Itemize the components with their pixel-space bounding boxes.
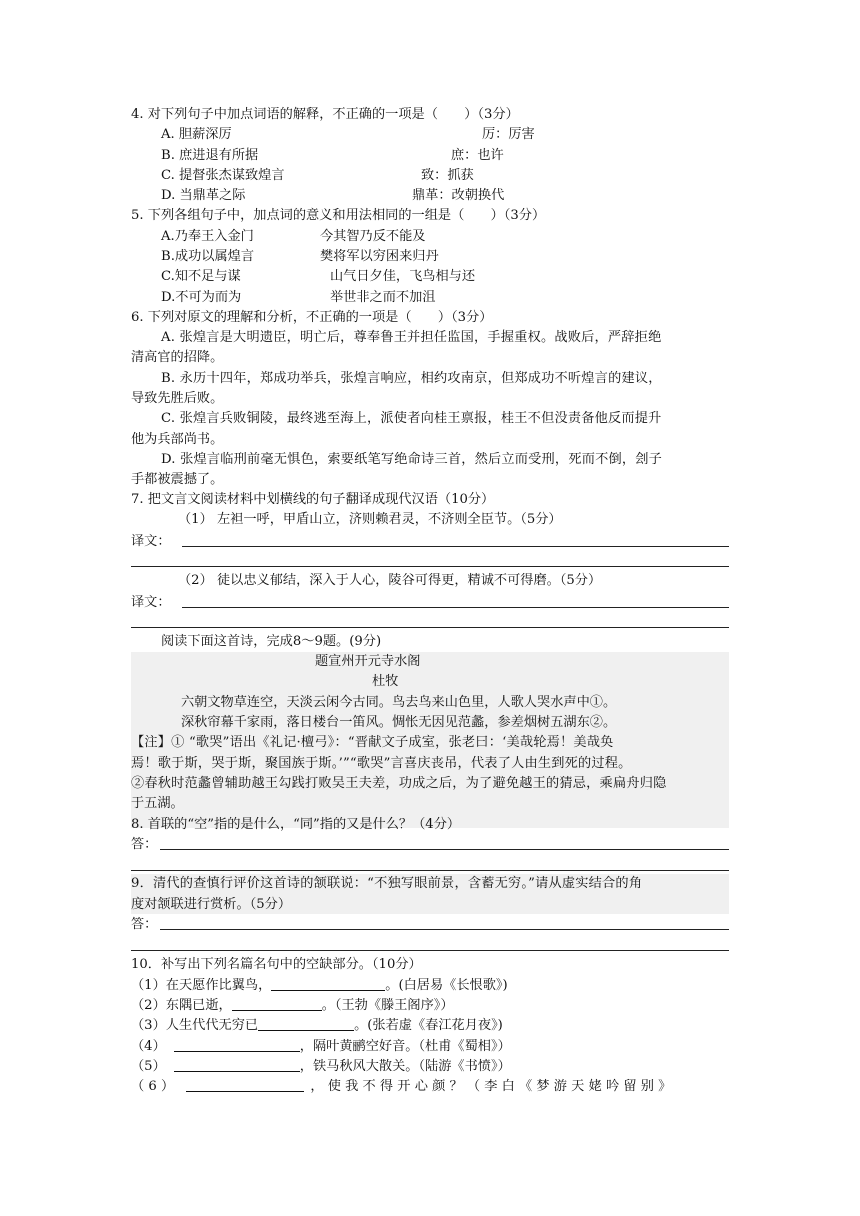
q6-option-c-cont: 他为兵部尚书。 [131,432,224,447]
q4-option-b-gloss: 庶：也许 [451,148,504,163]
q7-sentence-2: （2） 徒以忠义郁结，深入于人心，陵谷可得更，精诚不可得磨。（5分） [178,573,602,588]
poem-line-2: 深秋帘幕千家雨，落日楼台一笛风。惆怅无因见范蠡，参差烟树五湖东②。 [181,715,617,730]
q5-option-a-left: A.乃奉王入金门 [161,229,254,244]
q6-option-d-cont: 手都被震撼了。 [131,472,224,487]
q10-item-4 [131,1037,511,1057]
q5-option-b-left: B.成功以属煌言 [161,249,255,264]
q9-stem-cont: 度对颔联进行赏析。（5分） [131,897,292,912]
q7-answer-label-1: 译文： [131,534,171,549]
q5-option-a-right: 今其智乃反不能及 [320,229,426,244]
q10-item-6 [131,1077,676,1097]
q10-item-3-prefix: （3）人生代代无穷已 [131,1018,259,1033]
q6-option-a-cont: 清高官的招降。 [131,350,224,365]
q10-stem: 10．补写出下列名篇名句中的空缺部分。（10分） [131,957,422,972]
q7-answer-label-2: 译文： [131,595,171,610]
q5-option-d-right: 举世非之而不加沮 [330,290,436,305]
q4-stem: 4. 对下列句子中加点词语的解释，不正确的一项是（ ）（3分） [131,107,519,122]
poem-author: 杜牧 [372,674,399,689]
q7-answer-line-1a[interactable] [182,546,729,547]
poem-line-1: 六朝文物草连空，天淡云闲今古同。鸟去鸟来山色里，人歌人哭水声中①。 [181,695,617,710]
q10-item-2-suffix: 。（王勃《滕王阁序》） [321,998,454,1013]
q4-option-a: A. 胆薪深厉 [161,127,232,142]
q4-option-c: C. 提督张杰谋致煌言 [161,168,285,183]
q6-option-d: D. 张煌言临刑前毫无惧色，索要纸笔写绝命诗三首，然后立而受刑，死而不倒，刽子 [161,452,663,467]
q5-option-b-right: 樊将军以穷困来归丹 [320,249,439,264]
poem-title: 题宣州开元寺水阁 [315,654,421,669]
q10-item-1 [131,976,508,996]
q10-item-3-suffix: 。(张若虚《春江花月夜》) [354,1018,503,1033]
q10-blank-5[interactable] [174,1057,300,1072]
q10-item-5-suffix: ，铁马秋风大散关。（陆游《书愤》） [299,1059,511,1074]
q5-option-d-left: D.不可为而为 [161,290,242,305]
q5-option-c-left: C.知不足与谋 [161,269,241,284]
q6-option-c: C. 张煌言兵败铜陵，最终逃至海上，派使者向桂王禀报，桂王不但没责备他反而提升 [161,411,662,426]
q10-blank-1[interactable] [271,976,385,991]
q6-stem: 6. 下列对原文的理解和分析，不正确的一项是（ ）（3分） [131,310,493,325]
poem-note-4: 于五湖。 [131,796,184,811]
q10-item-4-suffix: ，隔叶黄鹂空好音。（杜甫《蜀相》） [299,1039,511,1054]
q10-item-6-prefix: （6） [131,1079,179,1094]
q10-item-3 [131,1016,503,1036]
q9-answer-line-2[interactable] [131,950,729,951]
q10-item-2-prefix: （2）东隅已逝， [131,998,232,1013]
q10-blank-6[interactable] [186,1077,304,1092]
q5-option-c-right: 山气日夕佳，飞鸟相与还 [330,269,476,284]
q4-option-c-gloss: 致：抓获 [421,168,474,183]
q10-blank-3[interactable] [258,1016,354,1031]
poem-intro: 阅读下面这首诗，完成8～9题。(9分) [161,634,382,649]
poem-note-1: 【注】① “歌哭”语出《礼记·檀弓》：“晋献文子成室，张老曰：‘美哉轮焉！美哉奂 [131,735,614,750]
q8-answer-line-1[interactable] [160,849,729,850]
q6-option-b-cont: 导致先胜后败。 [131,391,224,406]
q9-answer-label: 答： [131,917,158,932]
q4-option-b: B. 庶进退有所据 [161,148,259,163]
q7-answer-line-2a[interactable] [182,607,729,608]
q4-option-d: D. 当鼎革之际 [161,188,246,203]
q10-item-5 [131,1057,511,1077]
q10-item-2 [131,996,454,1016]
q7-answer-line-2b[interactable] [131,627,729,628]
q9-stem: 9．清代的查慎行评价这首诗的颔联说：“不独写眼前景，含蓄无穷。”请从虚实结合的角 [131,876,643,891]
q10-item-5-prefix: （5） [131,1059,166,1074]
q10-item-1-suffix: 。(白居易《长恨歌》) [385,978,508,993]
q10-item-4-prefix: （4） [131,1039,166,1054]
poem-note-3: ②春秋时范蠡曾辅助越王勾践打败吴王夫差，功成之后，为了避免越王的猜忌，乘扁舟归隐 [131,776,667,791]
q10-blank-2[interactable] [232,996,322,1011]
q8-answer-label: 答： [131,837,158,852]
q10-blank-4[interactable] [174,1037,300,1052]
q5-stem: 5. 下列各组句子中，加点词的意义和用法相同的一组是（ ）（3分） [131,208,546,223]
q4-option-d-gloss: 鼎革：改朝换代 [412,188,505,203]
q6-option-a: A. 张煌言是大明遗臣，明亡后，尊奉鲁王并担任监国，手握重权。战败后，严辞拒绝 [161,330,662,345]
q10-item-6-suffix: ，使我不得开心颜？（李白《梦游天姥吟留别》 [310,1079,676,1094]
q10-item-1-prefix: （1）在天愿作比翼鸟， [131,978,272,993]
q7-answer-line-1b[interactable] [131,566,729,567]
q9-answer-line-1[interactable] [160,929,729,930]
q8-stem: 8. 首联的“空”指的是什么，“同”指的又是什么？（4分） [131,817,461,832]
q7-sentence-1: （1） 左袒一呼，甲盾山立，济则赖君灵，不济则全臣节。（5分） [178,512,562,527]
poem-note-2: 焉！歌于斯，哭于斯，聚国族于斯。’”“歌哭”言喜庆丧吊，代表了人由生到死的过程。 [131,756,632,771]
q7-stem: 7. 把文言文阅读材料中划横线的句子翻译成现代汉语（10分） [131,492,495,507]
q6-option-b: B. 永历十四年，郑成功举兵，张煌言响应，相约攻南京，但郑成功不听煌言的建议， [161,371,662,386]
q4-option-a-gloss: 厉：厉害 [482,127,535,142]
q8-answer-line-2[interactable] [131,870,729,871]
